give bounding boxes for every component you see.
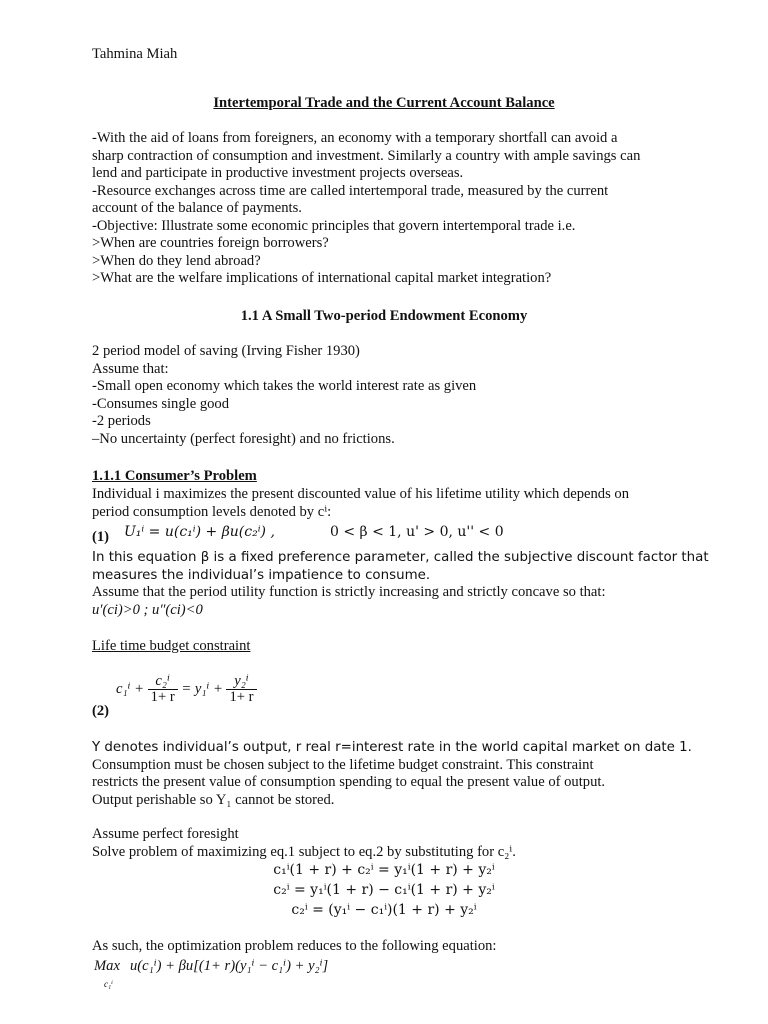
assumptions-list	[92, 343, 692, 448]
output-line: Output perishable so Y₁ cannot be stored.	[92, 791, 335, 808]
beta-line: In this equation β is a fixed preference parameter, called the subjective discount factor that	[92, 550, 709, 565]
beta-line: measures the individual’s impatience to consume.	[92, 567, 431, 583]
equation-1-label: (1)	[92, 529, 110, 545]
intro-line: -Objective: Illustrate some economic principles that govern intertemporal trade i.e.	[92, 217, 576, 234]
intro-line: >What are the welfare implications of international capital market integration?	[92, 270, 552, 286]
assumption-line: 2 period model of saving (Irving Fisher 1930)	[92, 343, 360, 359]
section-heading: 1.1 A Small Two-period Endowment Economy	[240, 308, 528, 324]
consumer-text: Individual i maximizes the present discounted value of his lifetime utility which depends on	[92, 486, 630, 502]
output-line: Consumption must be chosen subject to the lifetime budget constraint. This constraint	[92, 756, 594, 773]
beta-explanation	[92, 549, 709, 584]
output-line: Y denotes individual’s output, r real r=interest rate in the world capital market on date 1.	[92, 740, 692, 755]
intro-line: >When do they lend abroad?	[92, 252, 261, 269]
eq2-fraction-consumption	[148, 674, 178, 705]
eq2-denominator: 1+ r	[229, 689, 254, 705]
max-label: Max	[94, 958, 120, 974]
eq2-denominator: 1+ r	[150, 689, 175, 705]
concavity-text: Assume that the period utility function is strictly increasing and strictly concave so that:	[92, 584, 606, 600]
equation-2-label: (2)	[92, 703, 110, 719]
output-paragraph	[92, 739, 692, 809]
intro-line: -Resource exchanges across time are called intertemporal trade, measured by the current	[92, 182, 609, 199]
intro-line: account of the balance of payments.	[92, 200, 302, 216]
derivation-step-2: c₂ⁱ = y₁ⁱ(1 + r) − c₁ⁱ(1 + r) + y₂ⁱ	[273, 882, 495, 898]
assumption-line: –No uncertainty (perfect foresight) and no frictions.	[92, 430, 395, 447]
author-name: Tahmina Miah	[92, 46, 178, 62]
assumption-line: -Consumes single good	[92, 395, 230, 412]
intro-paragraph	[92, 130, 692, 288]
derivation-step-1: c₁ⁱ(1 + r) + c₂ⁱ = y₁ⁱ(1 + r) + y₂ⁱ	[273, 862, 495, 878]
max-subscript: c₁ⁱ	[104, 979, 113, 989]
assumption-line: Assume that:	[92, 360, 169, 377]
intro-line: -With the aid of loans from foreigners, an economy with a temporary shortfall can avoid a	[92, 130, 618, 146]
output-line: restricts the present value of consumption spending to equal the present value of output.	[92, 774, 606, 790]
foresight-paragraph	[92, 826, 692, 861]
derivation-step-3: c₂ⁱ = (y₁ⁱ − c₁ⁱ)(1 + r) + y₂ⁱ	[291, 902, 477, 918]
optimization-text: As such, the optimization problem reduces to the following equation:	[92, 938, 497, 954]
document-title: Intertemporal Trade and the Current Account Balance	[213, 95, 555, 111]
equation-1-utility: U₁ⁱ = u(c₁ⁱ) + βu(c₂ⁱ) ,	[124, 524, 275, 540]
eq2-c1: c₁ⁱ +	[116, 680, 144, 697]
subsection-heading: 1.1.1 Consumer’s Problem	[92, 468, 257, 484]
foresight-line: Assume perfect foresight	[92, 826, 239, 842]
foresight-line: Solve problem of maximizing eq.1 subject to eq.2 by substituting for c₂ⁱ.	[92, 843, 516, 860]
assumption-line: -Small open economy which takes the world interest rate as given	[92, 378, 477, 394]
equation-2-budget	[116, 674, 257, 705]
consumer-text: period consumption levels denoted by cⁱ:	[92, 504, 332, 520]
intro-line: sharp contraction of consumption and investment. Similarly a country with ample savings can	[92, 147, 641, 164]
assumption-line: -2 periods	[92, 413, 151, 429]
max-expression: u(c₁ⁱ) + βu[(1+ r)(y₁ⁱ − c₁ⁱ) + y₂ⁱ]	[130, 958, 329, 974]
eq2-numerator: y₂ⁱ	[226, 674, 256, 690]
concavity-conditions: u′(ci)>0 ; u″(ci)<0	[92, 602, 203, 618]
eq2-equals: = y₁ⁱ +	[181, 680, 223, 697]
eq2-fraction-output	[226, 674, 256, 705]
eq2-numerator: c₂ⁱ	[148, 674, 178, 690]
intro-line: lend and participate in productive investment projects overseas.	[92, 165, 464, 181]
intro-line: >When are countries foreign borrowers?	[92, 235, 329, 251]
equation-1-conditions: 0 < β < 1, u' > 0, u'' < 0	[330, 524, 504, 540]
budget-heading: Life time budget constraint	[92, 638, 251, 654]
